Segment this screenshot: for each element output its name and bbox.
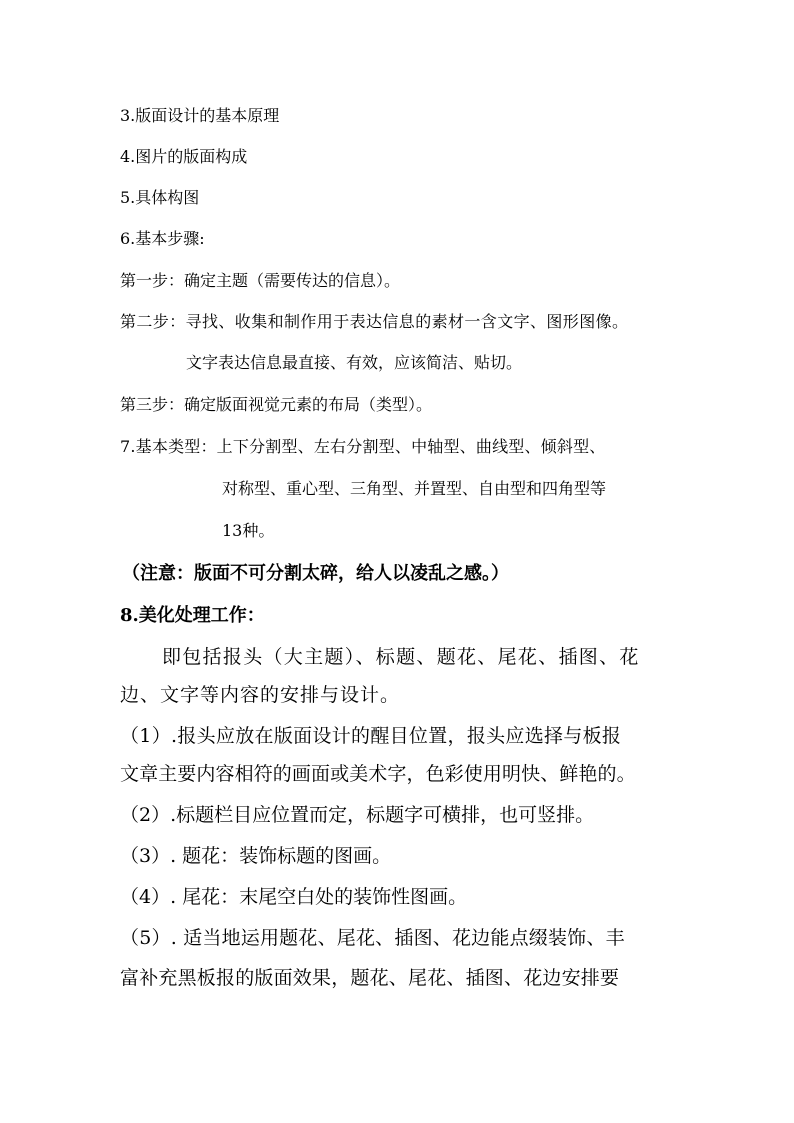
step-2-text: 第二步：寻找、收集和制作用于表达信息的素材一含文字、图形图像。: [120, 312, 629, 331]
section-4-heading: 4.图片的版面构成: [120, 147, 248, 166]
section-8-heading: 8.美化处理工作：: [120, 605, 265, 626]
item-5-line-2: 富补充黑板报的版面效果，题花、尾花、插图、花边安排要: [120, 967, 620, 989]
item-2-text: （2）.标题栏目应位置而定，标题字可横排，也可竖排。: [120, 804, 595, 826]
section-7-types-continued: 对称型、重心型、三角型、并置型、自由型和四角型等: [222, 479, 607, 498]
item-1-line-1: （1）.报头应放在版面设计的醒目位置，报头应选择与板报: [120, 725, 622, 747]
section-7-types: 7.基本类型：上下分割型、左右分割型、中轴型、曲线型、倾斜型、: [120, 437, 606, 456]
item-5-line-1: （5）. 适当地运用题花、尾花、插图、花边能点缀装饰、丰: [120, 927, 625, 949]
section-5-heading: 5.具体构图: [120, 188, 200, 207]
step-3-text: 第三步：确定版面视觉元素的布局（类型）。: [120, 395, 433, 414]
note-warning: （注意：版面不可分割太碎，给人以凌乱之感。）: [122, 563, 509, 584]
section-8-paragraph-line-1: 即包括报头（大主题）、标题、题花、尾花、插图、花: [162, 646, 640, 668]
item-3-text: （3）. 题花：装饰标题的图画。: [120, 845, 392, 867]
section-7-types-count: 13种。: [222, 521, 275, 540]
step-1-text: 第一步：确定主题（需要传达的信息）。: [120, 271, 401, 290]
section-8-paragraph-line-2: 边、文字等内容的安排与设计。: [120, 684, 401, 706]
section-6-heading: 6.基本步骤:: [120, 229, 205, 248]
item-1-line-2: 文章主要内容相符的画面或美术字，色彩使用明快、鲜艳的。: [120, 763, 636, 785]
section-3-heading: 3.版面设计的基本原理: [120, 106, 280, 125]
item-4-text: （4）. 尾花：末尾空白处的装饰性图画。: [120, 886, 468, 908]
step-2-continuation: 文字表达信息最直接、有效，应该简洁、贴切。: [186, 353, 523, 372]
